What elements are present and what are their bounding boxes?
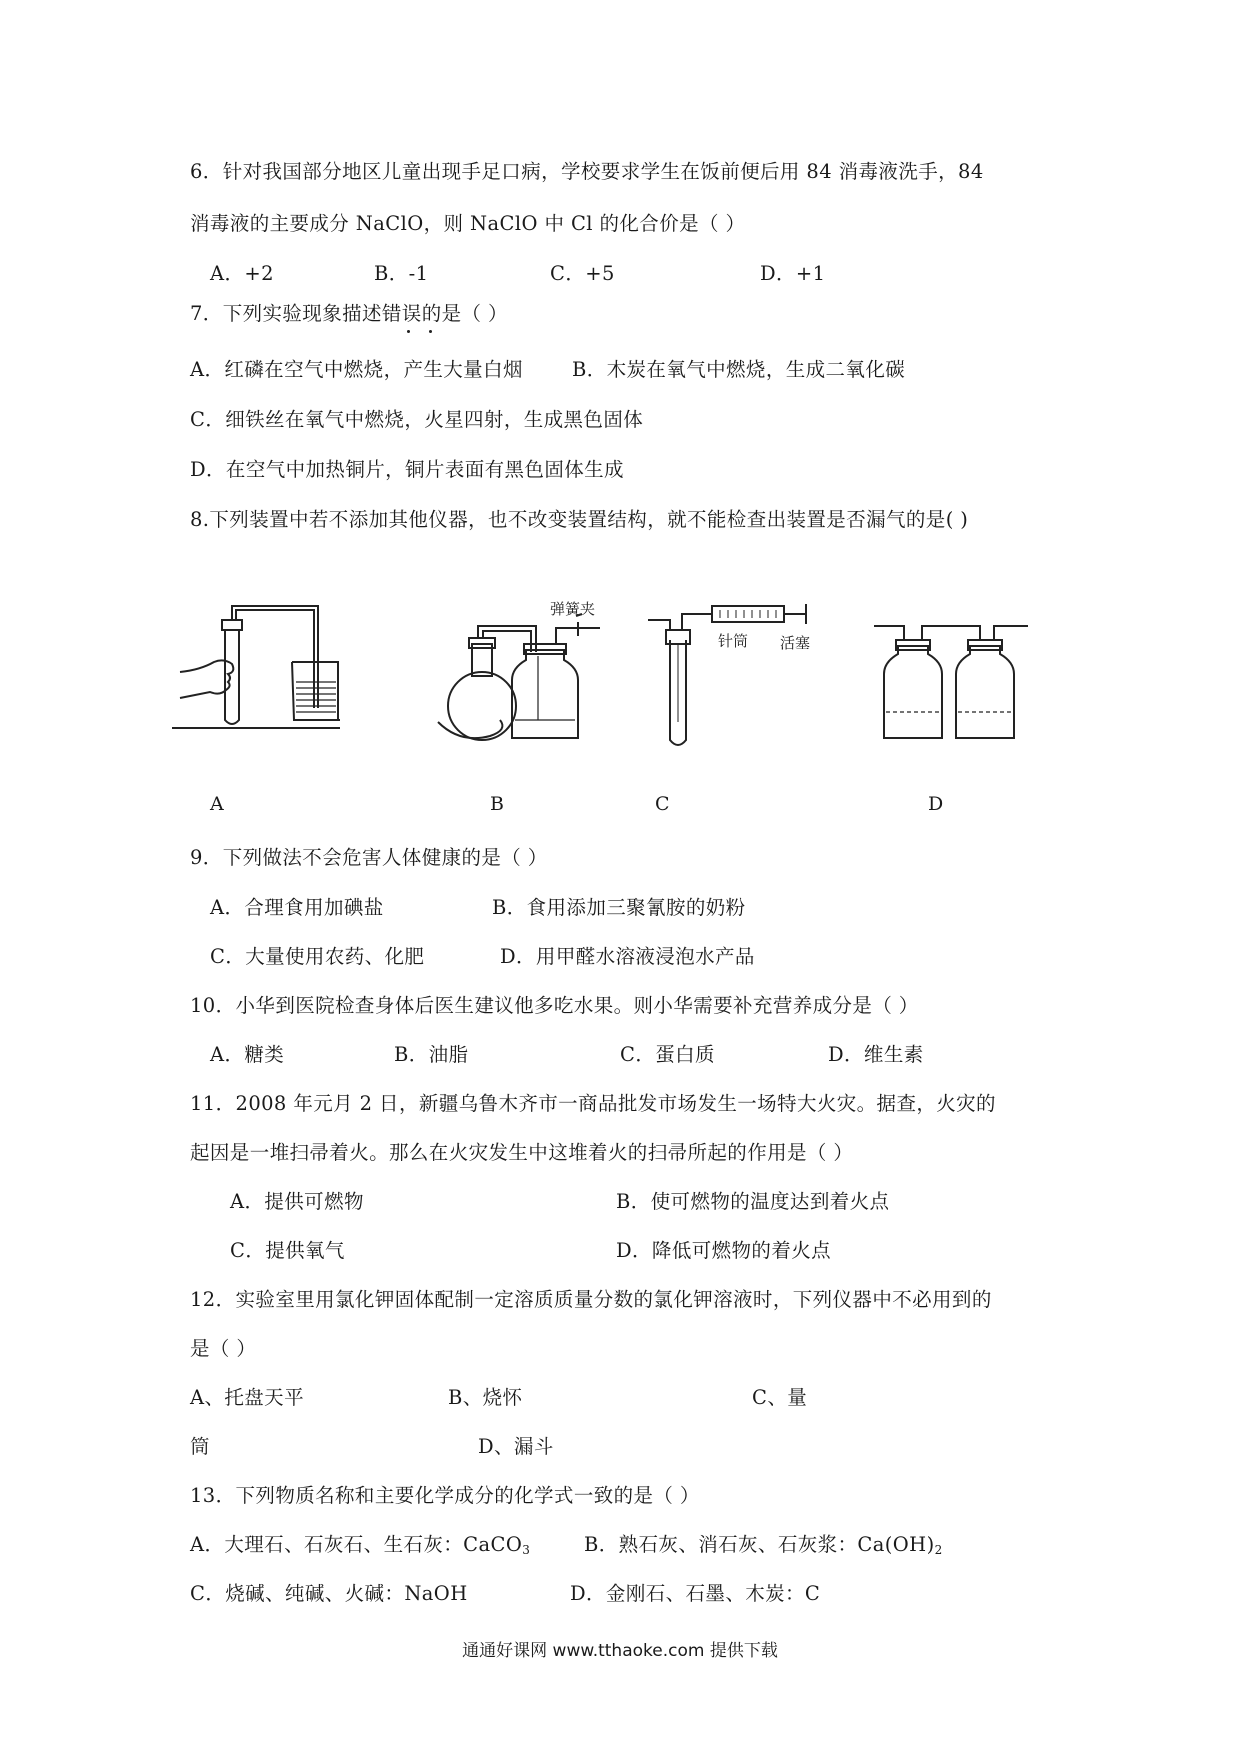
q9-option-b: B．食用添加三聚氰胺的奶粉 (492, 896, 746, 919)
q12-option-d: D、漏斗 (478, 1435, 554, 1458)
q10-option-b: B．油脂 (394, 1043, 469, 1066)
q10-option-d: D．维生素 (828, 1043, 924, 1066)
q8-label-a: A (210, 793, 224, 815)
q11-option-d: D．降低可燃物的着火点 (616, 1239, 832, 1262)
q10-option-a: A．糖类 (210, 1043, 285, 1066)
q9-option-a: A．合理食用加碘盐 (210, 896, 384, 919)
q13-option-b-subscript: 2 (934, 1543, 943, 1557)
apparatus-a-figure (170, 590, 340, 740)
q8-label-b: B (490, 793, 504, 815)
q8-label-c: C (655, 793, 670, 815)
q13-option-c: C．烧碱、纯碱、火碱：NaOH (190, 1582, 468, 1605)
q12-stem-line2: 是（ ） (190, 1337, 257, 1360)
q6-option-c: C．+5 (550, 262, 615, 285)
emphasis-dot (407, 330, 410, 333)
q9-option-c: C．大量使用农药、化肥 (210, 945, 425, 968)
q8-stem: 8.下列装置中若不添加其他仪器，也不改变装置结构，就不能检查出装置是否漏气的是( ) (190, 508, 969, 531)
q12-stem-line1: 12．实验室里用氯化钾固体配制一定溶质质量分数的氯化钾溶液时，下列仪器中不必用到的 (190, 1288, 992, 1311)
q8-label-d: D (928, 793, 944, 815)
q6-option-d: D．+1 (760, 262, 826, 285)
apparatus-c-figure (640, 600, 840, 750)
apparatus-d-figure (858, 612, 1048, 742)
q6-stem-line2: 消毒液的主要成分 NaClO，则 NaClO 中 Cl 的化合价是（ ） (190, 212, 746, 235)
q13-option-a-text: A．大理石、石灰石、生石灰：CaCO (190, 1533, 523, 1556)
q13-option-b-text: B．熟石灰、消石灰、石灰浆：Ca(OH) (584, 1533, 935, 1556)
q7-option-a: A．红磷在空气中燃烧，产生大量白烟 (190, 358, 523, 381)
q11-stem-line2: 起因是一堆扫帚着火。那么在火灾发生中这堆着火的扫帚所起的作用是（ ） (190, 1141, 854, 1164)
spring-clip-label: 弹簧夹 (550, 600, 596, 618)
q11-option-a: A．提供可燃物 (230, 1190, 364, 1213)
q10-stem: 10．小华到医院检查身体后医生建议他多吃水果。则小华需要补充营养成分是（ ） (190, 994, 919, 1017)
q6-option-b: B．-1 (374, 262, 429, 285)
q12-option-a: A、托盘天平 (190, 1386, 304, 1409)
q13-option-b (584, 1533, 943, 1562)
q11-stem-line1: 11．2008 年元月 2 日，新疆乌鲁木齐市一商品批发市场发生一场特大火灾。据查，火灾的 (190, 1092, 996, 1115)
q7-option-d: D．在空气中加热铜片，铜片表面有黑色固体生成 (190, 458, 624, 481)
q12-option-b: B、烧怀 (448, 1386, 523, 1409)
q13-option-d: D．金刚石、石墨、木炭：C (570, 1582, 821, 1605)
q6-option-a: A．+2 (210, 262, 274, 285)
q7-stem: 7．下列实验现象描述错误的是（ ） (190, 302, 508, 325)
q7-option-c: C．细铁丝在氧气中燃烧，火星四射，生成黑色固体 (190, 408, 644, 431)
q13-option-a (190, 1533, 530, 1562)
q12-option-c: C、量 (752, 1386, 808, 1409)
emphasis-dot (429, 330, 432, 333)
q11-option-c: C．提供氧气 (230, 1239, 345, 1262)
q11-option-b: B．使可燃物的温度达到着火点 (616, 1190, 890, 1213)
q10-option-c: C．蛋白质 (620, 1043, 715, 1066)
page-footer: 通通好课网 www.tthaoke.com 提供下载 (462, 1641, 778, 1661)
q13-stem: 13．下列物质名称和主要化学成分的化学式一致的是（ ） (190, 1484, 700, 1507)
q9-stem: 9．下列做法不会危害人体健康的是（ ） (190, 846, 548, 869)
q6-stem-line1: 6．针对我国部分地区儿童出现手足口病，学校要求学生在饭前便后用 84 消毒液洗手，84 (190, 160, 984, 183)
q12-option-c-continued: 筒 (190, 1435, 210, 1458)
q13-option-a-subscript: 3 (522, 1543, 531, 1557)
q9-option-d: D．用甲醛水溶液浸泡水产品 (500, 945, 755, 968)
plunger-label: 活塞 (780, 634, 811, 652)
apparatus-b-figure (420, 596, 620, 746)
q7-option-b: B．木炭在氧气中燃烧，生成二氧化碳 (572, 358, 906, 381)
syringe-label: 针筒 (718, 632, 749, 650)
